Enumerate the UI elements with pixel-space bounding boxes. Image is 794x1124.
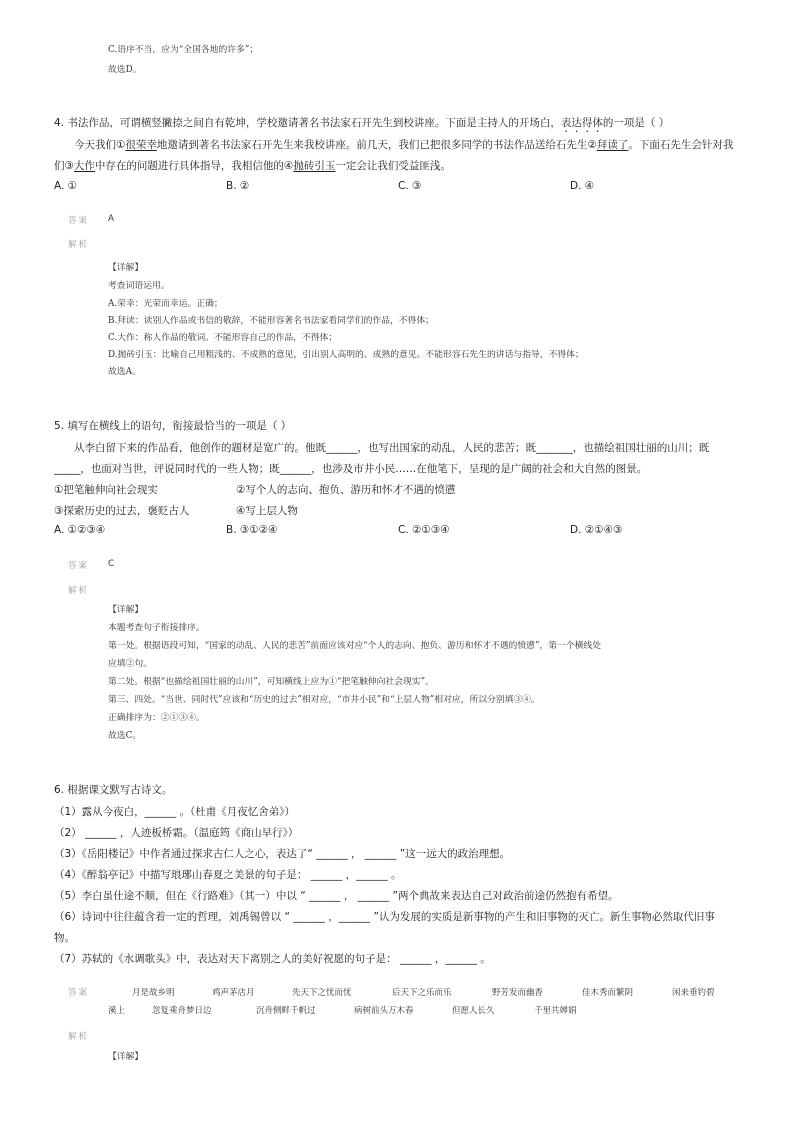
q4-detail-2: A.荣幸：光荣而幸运。正确； xyxy=(108,299,223,309)
q4-detail-0: 【详解】 xyxy=(108,263,144,273)
q6-line-3: （3）《岳阳楼记》中作者通过探求古仁人之心，表达了“ ______ ， ______ ”这一远大的政治理想。 xyxy=(54,848,511,860)
q5-answer: C xyxy=(108,559,115,569)
q4-emphasis-dots: 表达得体 xyxy=(560,117,603,129)
q5-item-1: ①把笔触伸向社会现实 xyxy=(54,484,158,496)
q6-detail-head: 【详解】 xyxy=(108,1052,144,1062)
q6-answer-1: 月是故乡明 xyxy=(132,988,175,998)
q6-line-4: （4）《醉翁亭记》中描写琅琊山春夏之美景的句子是： ______ ，______ 。 xyxy=(54,869,402,881)
q6-line-7: （7）苏轼的《水调歌头》中，表达对天下离别之人的美好祝愿的句子是： ______ ，______ 。 xyxy=(54,953,491,965)
q5-detail-0: 【详解】 xyxy=(108,605,144,615)
q4-option-b: B. ② xyxy=(226,180,250,192)
q6-answer-12: 千里共婵娟 xyxy=(534,1006,577,1016)
q6-answer-10: 病树前头万木春 xyxy=(354,1006,414,1016)
q5-item-2: ②写个人的志向、抱负、游历和怀才不遇的愤懑 xyxy=(236,484,456,496)
q5-detail-1: 本题考查句子衔接排序。 xyxy=(108,623,205,633)
q6-answer-9: 沉舟侧畔千帆过 xyxy=(256,1006,316,1016)
q5-detail-5: 第三、四处。“当世、同时代”应该和“历史的过去”相对应，“市井小民”和“上层人物”相对应，所以分别填③④。 xyxy=(108,695,540,705)
q6-answer-8: 忽复乘舟梦日边 xyxy=(152,1006,212,1016)
q4-analysis-label: 解析 xyxy=(68,240,90,250)
q4-underline-3: 大作 xyxy=(73,160,95,172)
q5-detail-6: 正确排序为：②①③④。 xyxy=(108,713,205,723)
q6-stem: 6. 根据课文默写古诗文。 xyxy=(54,784,173,796)
q4-underline-4: 抛砖引玉 xyxy=(293,160,336,172)
q6-answer-4: 后天下之乐而乐 xyxy=(392,988,452,998)
q4-detail-1: 考查词语运用。 xyxy=(108,281,170,291)
q5-detail-2: 第一处。根据语段可知，“国家的动乱、人民的悲苦”前面应该对应“个人的志向、抱负、游历和怀才不遇的愤懑”，第一个横线处 xyxy=(108,641,602,651)
q5-detail-4: 第二处。根据“也描绘祖国壮丽的山川”，可知横线上应为①“把笔触伸向社会现实”。 xyxy=(108,677,434,687)
q6-answer-7-cont: 溪上 xyxy=(108,1006,126,1016)
q5-stem: 5. 填写在横线上的语句，衔接最恰当的一项是（ ） xyxy=(54,420,292,432)
q5-item-4: ④写上层人物 xyxy=(236,505,298,517)
top-line-2: 故选D。 xyxy=(108,65,142,75)
q5-option-c: C. ②①③④ xyxy=(398,524,450,536)
q6-line-1: （1）露从今夜白，______ 。（杜甫《月夜忆舍弟》） xyxy=(54,806,296,818)
q5-detail-3: 应填②句。 xyxy=(108,659,152,669)
q4-detail-5: D.抛砖引玉：比喻自己用粗浅的、不成熟的意见，引出别人高明的、成熟的意见。不能形容石先生的讲话与指导，不得体； xyxy=(108,350,584,360)
q4-passage-line-1: 今天我们①很荣幸地邀请到著名书法家石开先生来我校讲座。前几天，我们已把很多同学的书法作品送给石先生②拜读了。下面石先生会针对我 xyxy=(74,139,734,151)
q5-detail-7: 故选C。 xyxy=(108,731,142,741)
q6-answer-6: 佳木秀而繁阴 xyxy=(582,988,634,998)
q4-passage-line-2: 们③大作中存在的问题进行具体指导，我相信他的④抛砖引玉一定会让我们受益匪浅。 xyxy=(54,160,451,172)
q6-analysis-label: 解析 xyxy=(68,1032,90,1042)
q6-answer-label: 答案 xyxy=(68,988,90,998)
q5-option-a: A. ①②③④ xyxy=(54,524,106,536)
q4-underline-2: 拜读了 xyxy=(596,139,629,151)
q4-stem: 4. 书法作品，可谓横竖撇捺之间自有乾坤，学校邀请著名书法家石开先生到校讲座。下面是主持人的开场白，表达得体的一项是（ ） xyxy=(54,117,670,129)
q4-answer-label: 答案 xyxy=(68,216,90,226)
q4-underline-1: 很荣幸 xyxy=(125,139,157,151)
q6-answer-7: 闲来垂钓碧 xyxy=(672,988,715,998)
q6-line-5: （5）李白虽仕途不顺，但在《行路难》（其一）中以 “ ______ ， ______ ”两个典故来表达自己对政治前途仍然抱有希望。 xyxy=(54,890,619,902)
q6-line-6: （6）诗词中往往蕴含着一定的哲理，刘禹锡曾以 “ ______ ，______ ”认为发展的实质是新事物的产生和旧事物的灭亡。新生事物必然取代旧事 xyxy=(54,911,715,923)
q4-detail-6: 故选A。 xyxy=(108,367,141,377)
q4-option-a: A. ① xyxy=(54,180,78,192)
q4-detail-3: B.拜读：读别人作品或书信的敬辞，不能形容著名书法家看同学们的作品，不得体； xyxy=(108,316,434,326)
q5-analysis-label: 解析 xyxy=(68,586,90,596)
q6-answer-5: 野芳发而幽香 xyxy=(492,988,544,998)
q5-passage-line-2: _____，也面对当世，评说同时代的一些人物；既______，也涉及市井小民……在他笔下，呈现的是广阔的社会和大自然的图景。 xyxy=(54,463,648,475)
q5-item-3: ③探索历史的过去，褒贬古人 xyxy=(54,505,190,517)
q4-detail-4: C.大作：称人作品的敬词。不能形容自己的作品，不得体； xyxy=(108,333,338,343)
q4-option-c: C. ③ xyxy=(398,180,422,192)
top-line-1: C.语序不当，应为“全国各地的许多”； xyxy=(108,45,259,55)
q6-answer-11: 但愿人长久 xyxy=(452,1006,495,1016)
q6-line-6-cont: 物。 xyxy=(54,932,75,944)
q5-passage-line-1: 从李白留下来的作品看，他创作的题材是宽广的。他既______，也写出国家的动乱，人民的悲苦；既_______，也描绘祖国壮丽的山川；既 xyxy=(74,442,710,454)
q6-line-2: （2） ______ ，人迹板桥霜。（温庭筠《商山早行》） xyxy=(54,827,299,839)
q6-answer-3: 先天下之忧而忧 xyxy=(292,988,352,998)
q6-answer-2: 鸡声茅店月 xyxy=(212,988,255,998)
q5-answer-label: 答案 xyxy=(68,561,90,571)
q4-answer: A xyxy=(108,214,115,224)
q5-option-d: D. ②①④③ xyxy=(570,524,623,536)
q4-option-d: D. ④ xyxy=(570,180,595,192)
q5-option-b: B. ③①②④ xyxy=(226,524,278,536)
